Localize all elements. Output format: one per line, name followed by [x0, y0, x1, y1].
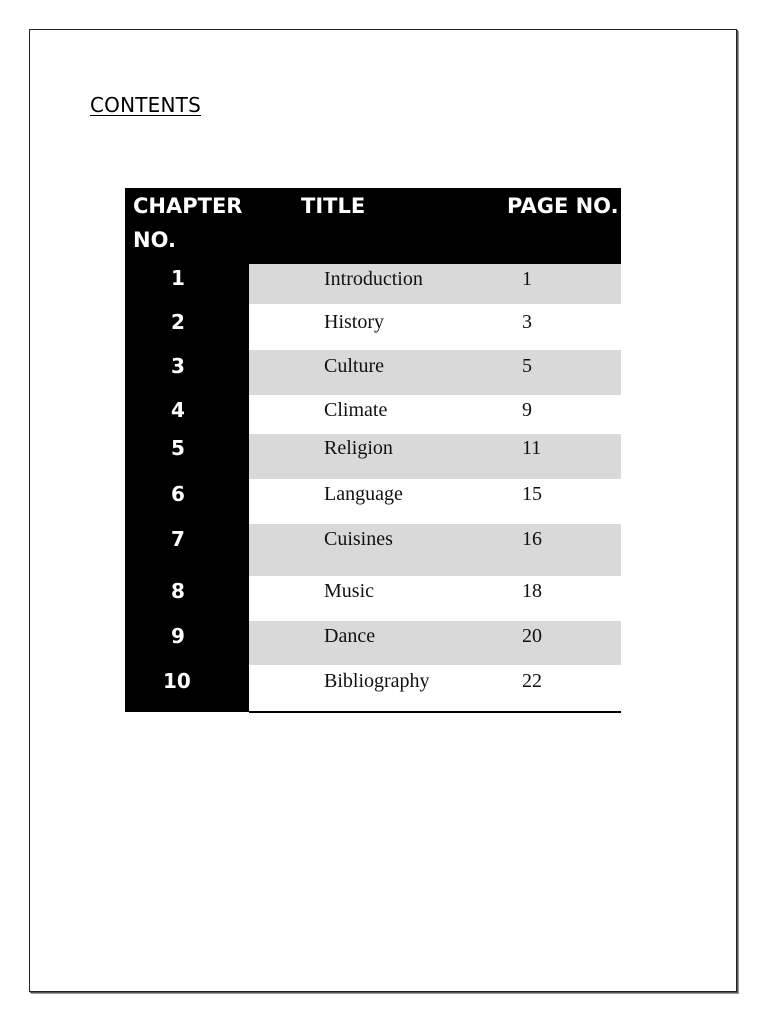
chapter-number: 7 — [125, 524, 249, 576]
chapter-title: Introduction — [249, 264, 507, 304]
table-row — [125, 479, 621, 524]
page-number: 22 — [507, 665, 621, 712]
header-title: TITLE — [301, 194, 366, 218]
table-row — [125, 434, 621, 479]
chapter-title: Culture — [249, 350, 507, 395]
table-bottom-rule — [249, 711, 621, 713]
table-row — [125, 621, 621, 665]
chapter-number: 9 — [125, 621, 249, 665]
chapter-title: History — [249, 304, 507, 350]
table-row — [125, 304, 621, 350]
page-number: 3 — [507, 304, 621, 350]
table-row — [125, 395, 621, 434]
chapter-number: 3 — [125, 350, 249, 395]
chapter-title: Religion — [249, 434, 507, 479]
page-number: 16 — [507, 524, 621, 576]
header-chapter-no: CHAPTER NO. — [133, 194, 243, 252]
page-number: 15 — [507, 479, 621, 524]
table-row — [125, 264, 621, 304]
page-number: 18 — [507, 576, 621, 621]
chapter-number: 4 — [125, 395, 249, 434]
chapter-number: 2 — [125, 304, 249, 350]
table-row — [125, 576, 621, 621]
chapter-number: 1 — [125, 264, 249, 304]
table-row — [125, 350, 621, 395]
table-row — [125, 524, 621, 576]
chapter-title: Climate — [249, 395, 507, 434]
chapter-title: Cuisines — [249, 524, 507, 576]
page-number: 20 — [507, 621, 621, 665]
chapter-title: Music — [249, 576, 507, 621]
page-number: 1 — [507, 264, 621, 304]
header-page-no: PAGE NO. — [507, 194, 619, 218]
chapter-number: 8 — [125, 576, 249, 621]
chapter-title: Dance — [249, 621, 507, 665]
page-number: 11 — [507, 434, 621, 479]
table-row — [125, 665, 621, 712]
contents-heading: CONTENTS — [90, 93, 201, 117]
chapter-title: Language — [249, 479, 507, 524]
chapter-number: 6 — [125, 479, 249, 524]
chapter-number: 5 — [125, 434, 249, 479]
table-header — [125, 188, 621, 264]
page-number: 5 — [507, 350, 621, 395]
chapter-title: Bibliography — [249, 665, 507, 712]
chapter-number: 10 — [125, 665, 249, 712]
table-of-contents — [125, 188, 621, 712]
page-number: 9 — [507, 395, 621, 434]
